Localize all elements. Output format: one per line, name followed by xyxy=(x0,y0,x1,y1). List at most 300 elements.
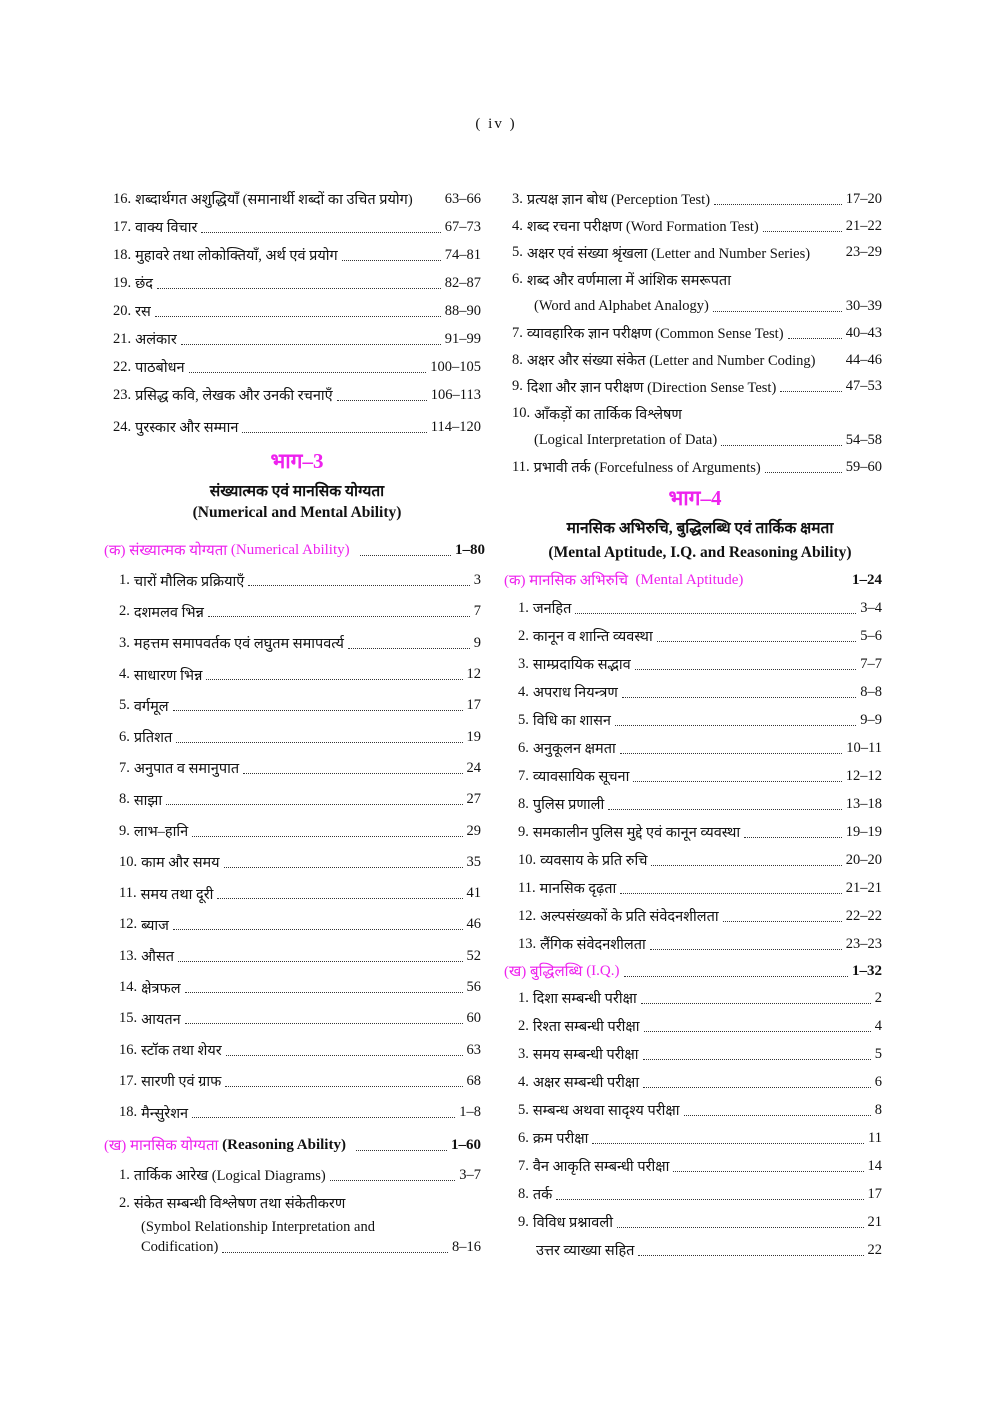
dot-leader xyxy=(651,865,841,866)
entry-title: प्रसिद्ध कवि, लेखक और उनकी रचनाएँ xyxy=(135,388,333,404)
entry-title: प्रत्यक्ष ज्ञान बोध (Perception Test) xyxy=(526,192,711,209)
entry-number: 13. xyxy=(518,935,537,952)
toc-entry xyxy=(518,1068,882,1096)
entry-pages: 46 xyxy=(466,916,481,933)
entry-pages: 2 xyxy=(874,989,882,1006)
toc-entry xyxy=(512,213,882,240)
entry-title: पाठबोधन xyxy=(135,360,185,376)
dot-leader xyxy=(181,344,441,345)
entry-pages: 67–73 xyxy=(444,218,481,235)
toc-entry xyxy=(119,753,481,784)
entry-number: 6. xyxy=(119,728,130,745)
section-label-hindi: (ख) मानसिक योग्यता xyxy=(104,1138,219,1154)
dot-leader xyxy=(713,311,842,312)
toc-entry xyxy=(119,596,481,627)
entry-number: 13. xyxy=(119,947,138,964)
toc-list-aptitude xyxy=(518,594,882,958)
entry-pages: 9–9 xyxy=(860,711,882,728)
toc-entry xyxy=(512,454,882,481)
dot-leader xyxy=(723,921,842,922)
section-pages: 1–60 xyxy=(451,1136,481,1153)
entry-title: विविध प्रश्नावली xyxy=(532,1215,613,1231)
entry-pages: 47–53 xyxy=(845,378,882,395)
dot-leader xyxy=(248,585,470,586)
toc-entry xyxy=(518,790,882,818)
toc-entry xyxy=(512,400,882,427)
entry-number: 2. xyxy=(518,1017,529,1034)
section-pages: 1–24 xyxy=(852,571,882,588)
toc-entry xyxy=(518,930,882,958)
toc-list-hindi xyxy=(113,185,481,441)
entry-title: मुहावरे तथा लोकोक्तियाँ, अर्थ एवं प्रयोग xyxy=(135,248,338,264)
entry-pages: 7–7 xyxy=(860,655,882,672)
entry-pages: 19 xyxy=(466,728,481,745)
entry-number: 10. xyxy=(119,853,138,870)
entry-title: अल्पसंख्यकों के प्रति संवेदनशीलता xyxy=(540,909,719,925)
entry-title: छंद xyxy=(135,276,153,292)
entry-pages: 12 xyxy=(466,666,481,683)
entry-pages: 82–87 xyxy=(444,274,481,291)
entry-title: स्टॉक तथा शेयर xyxy=(141,1043,222,1060)
entry-title: तार्किक आरेख (Logical Diagrams) xyxy=(133,1168,326,1184)
entry-title-continued: Codification) xyxy=(141,1238,219,1255)
entry-pages: 12–12 xyxy=(845,767,882,784)
entry-pages: 23–23 xyxy=(845,935,882,952)
entry-title: शब्द और वर्णमाला में आंशिक समरूपता xyxy=(526,272,731,289)
toc-entry xyxy=(512,240,882,267)
entry-pages: 56 xyxy=(466,979,481,995)
entry-title: साधारण भिन्न xyxy=(133,667,203,684)
dot-leader xyxy=(620,753,843,754)
entry-pages: 21 xyxy=(867,1213,882,1230)
entry-number: 22. xyxy=(113,358,132,375)
dot-leader xyxy=(155,316,441,317)
entry-title: अलंकार xyxy=(135,332,177,348)
section-iq xyxy=(504,957,882,985)
dot-leader xyxy=(744,837,842,838)
entry-title: संकेत सम्बन्धी विश्लेषण तथा संकेतीकरण xyxy=(133,1196,346,1212)
toc-entry xyxy=(518,650,882,678)
dot-leader xyxy=(624,976,848,977)
toc-entry xyxy=(518,902,882,930)
entry-pages: 63–66 xyxy=(444,190,481,207)
entry-pages: 54–58 xyxy=(845,432,882,449)
dot-leader xyxy=(788,338,842,339)
entry-title: व्यावहारिक ज्ञान परीक्षण (Common Sense Test) xyxy=(526,326,784,343)
entry-pages: 60 xyxy=(466,1010,481,1027)
toc-list-reasoning-continued xyxy=(512,186,882,481)
entry-title: कानून व शान्ति व्यवस्था xyxy=(532,629,653,645)
entry-pages: 88–90 xyxy=(444,302,481,319)
entry-number: 9. xyxy=(518,823,529,840)
dot-leader xyxy=(608,809,842,810)
toc-entry xyxy=(119,1066,481,1097)
page-number: ( iv ) xyxy=(475,116,517,132)
entry-title: ब्याज xyxy=(141,917,169,934)
toc-entry-continuation xyxy=(512,427,882,454)
entry-number: 8. xyxy=(119,791,130,808)
entry-title: शब्द रचना परीक्षण (Word Formation Test) xyxy=(526,219,759,236)
entry-pages: 27 xyxy=(466,791,481,808)
dot-leader xyxy=(638,1255,863,1256)
dot-leader xyxy=(189,372,427,373)
entry-number: 9. xyxy=(119,822,130,839)
toc-entry xyxy=(512,320,882,347)
dot-leader xyxy=(714,204,842,205)
entry-title: समय सम्बन्धी परीक्षा xyxy=(532,1047,639,1063)
toc-entry xyxy=(119,1189,481,1217)
entry-number: 14. xyxy=(119,979,138,995)
toc-entry xyxy=(119,1003,481,1034)
entry-title: अक्षर और संख्या संकेत (Letter and Number Coding) xyxy=(526,353,816,370)
entry-title-continued: (Word and Alphabet Analogy) xyxy=(534,298,709,315)
entry-pages: 5–6 xyxy=(860,627,882,644)
entry-pages: 11 xyxy=(868,1129,882,1146)
entry-number: 10. xyxy=(512,405,531,422)
entry-number: 1. xyxy=(119,572,130,589)
entry-pages: 13–18 xyxy=(845,795,882,812)
entry-number: 2. xyxy=(518,627,529,644)
entry-number: 17. xyxy=(113,218,132,235)
entry-number: 3. xyxy=(518,655,529,672)
entry-title: साझा xyxy=(133,792,163,809)
dot-leader xyxy=(684,1115,871,1116)
entry-title: प्रतिशत xyxy=(133,730,173,747)
dot-leader xyxy=(622,697,856,698)
toc-entry xyxy=(518,1208,882,1236)
dot-leader xyxy=(192,1117,455,1118)
toc-entry xyxy=(518,1096,882,1124)
entry-pages: 6 xyxy=(874,1073,882,1090)
entry-title: जनहित xyxy=(532,601,572,617)
dot-leader xyxy=(242,432,426,433)
entry-number: 20. xyxy=(113,302,132,319)
dot-leader xyxy=(185,992,463,993)
entry-title: दशमलव भिन्न xyxy=(133,604,204,621)
entry-number: 6. xyxy=(518,739,529,756)
entry-title: क्षेत्रफल xyxy=(141,980,181,997)
entry-pages: 8 xyxy=(874,1101,882,1118)
toc-entry xyxy=(119,878,481,909)
entry-title: मैन्सुरेशन xyxy=(141,1105,189,1122)
entry-pages: 29 xyxy=(466,822,481,839)
entry-title: चारों मौलिक प्रक्रियाएँ xyxy=(133,573,245,590)
entry-pages: 74–81 xyxy=(444,246,481,263)
toc-entry xyxy=(518,678,882,706)
entry-title: पुलिस प्रणाली xyxy=(532,797,605,813)
section-mental-aptitude xyxy=(504,566,882,594)
dot-leader xyxy=(617,1227,864,1228)
dot-leader xyxy=(208,616,470,617)
entry-title: वैन आकृति सम्बन्धी परीक्षा xyxy=(532,1159,670,1175)
entry-title: वाक्य विचार xyxy=(135,220,198,236)
section-label-english: (Mental Aptitude) xyxy=(635,571,744,588)
part-3-title-english: (Numerical and Mental Ability) xyxy=(192,504,402,521)
toc-entry xyxy=(512,347,882,374)
entry-number: 23. xyxy=(113,386,132,403)
dot-leader xyxy=(633,781,841,782)
dot-leader xyxy=(173,929,463,930)
toc-entry xyxy=(119,1161,481,1189)
dot-leader xyxy=(635,669,857,670)
toc-entry xyxy=(518,706,882,734)
entry-pages: 35 xyxy=(466,853,481,870)
entry-pages: 44–46 xyxy=(845,351,882,368)
entry-number: 2. xyxy=(119,603,130,620)
dot-leader xyxy=(763,231,842,232)
entry-pages: 24 xyxy=(466,759,481,776)
entry-number: 5. xyxy=(518,1101,529,1118)
entry-number: 12. xyxy=(119,916,138,933)
entry-number: 4. xyxy=(119,666,130,683)
entry-number: 19. xyxy=(113,274,132,291)
part-3-heading: भाग–3 xyxy=(270,449,324,473)
entry-number: 5. xyxy=(518,711,529,728)
entry-title-continued: (Symbol Relationship Interpretation and xyxy=(141,1218,375,1235)
toc-entry xyxy=(113,297,481,325)
entry-pages: 22–22 xyxy=(845,907,882,924)
section-pages: 1–80 xyxy=(455,541,485,558)
toc-entry xyxy=(119,690,481,721)
entry-number: 3. xyxy=(518,1045,529,1062)
toc-entry xyxy=(518,874,882,902)
toc-entry xyxy=(119,659,481,690)
entry-pages: 22 xyxy=(867,1241,882,1258)
entry-pages: 8–16 xyxy=(452,1238,481,1255)
entry-pages: 17–20 xyxy=(845,190,882,207)
toc-entry xyxy=(119,815,481,846)
entry-number: 15. xyxy=(119,1010,138,1027)
entry-pages: 63 xyxy=(466,1041,481,1058)
entry-number: 7. xyxy=(518,1157,529,1174)
entry-number: 12. xyxy=(518,907,537,924)
dot-leader xyxy=(225,1086,462,1087)
dot-leader xyxy=(592,1143,864,1144)
entry-pages: 91–99 xyxy=(444,330,481,347)
toc-entry xyxy=(113,185,481,213)
toc-entry-continuation xyxy=(119,1217,481,1237)
entry-number: 11. xyxy=(119,885,137,902)
entry-number: 6. xyxy=(512,271,523,288)
dot-leader xyxy=(556,1199,863,1200)
dot-leader xyxy=(337,400,427,401)
dot-leader xyxy=(224,867,463,868)
dot-leader xyxy=(615,725,856,726)
entry-title: साम्प्रदायिक सद्भाव xyxy=(532,657,631,673)
entry-number: 18. xyxy=(113,246,132,263)
entry-title: अनुपात व समानुपात xyxy=(133,761,240,778)
toc-entry xyxy=(518,984,882,1012)
dot-leader xyxy=(342,260,441,261)
entry-title: अक्षर सम्बन्धी परीक्षा xyxy=(532,1075,640,1091)
dot-leader xyxy=(206,679,462,680)
entry-title: सारणी एवं ग्राफ xyxy=(141,1074,222,1091)
entry-pages: 3–4 xyxy=(860,599,882,616)
part-4-title-hindi: मानसिक अभिरुचि, बुद्धिलब्धि एवं तार्किक क्षमता xyxy=(566,520,834,537)
entry-title: समय तथा दूरी xyxy=(140,886,214,903)
entry-number: 16. xyxy=(119,1041,138,1058)
entry-title: रिश्ता सम्बन्धी परीक्षा xyxy=(532,1019,640,1035)
toc-entry xyxy=(119,721,481,752)
section-label-hindi: (क) मानसिक अभिरुचि xyxy=(504,573,629,589)
entry-number: 8. xyxy=(518,1185,529,1202)
toc-list-numerical xyxy=(119,565,481,1128)
section-label-hindi: (क) संख्यात्मक योग्यता xyxy=(104,543,228,559)
dot-leader xyxy=(356,1150,447,1151)
entry-pages: 19–19 xyxy=(845,823,882,840)
entry-title: तर्क xyxy=(532,1187,553,1203)
toc-entry xyxy=(518,1236,882,1264)
entry-number: 4. xyxy=(518,1073,529,1090)
toc-entry xyxy=(119,565,481,596)
toc-entry xyxy=(119,941,481,972)
entry-title: सम्बन्ध अथवा सादृश्य परीक्षा xyxy=(532,1103,680,1119)
entry-number: 7. xyxy=(512,324,523,341)
entry-title: अपराध नियन्त्रण xyxy=(532,685,618,701)
dot-leader xyxy=(657,641,857,642)
entry-title: दिशा सम्बन्धी परीक्षा xyxy=(532,991,637,1007)
toc-list-reasoning xyxy=(119,1161,481,1257)
entry-title: शब्दार्थगत अशुद्धियाँ (समानार्थी शब्दों का उचित प्रयोग) xyxy=(135,192,413,208)
entry-title: अनुकूलन क्षमता xyxy=(532,741,616,757)
toc-entry xyxy=(518,1180,882,1208)
entry-number: 5. xyxy=(512,244,523,261)
toc-entry-continuation xyxy=(119,1237,481,1257)
dot-leader xyxy=(673,1171,863,1172)
toc-entry xyxy=(113,325,481,353)
entry-number: 9. xyxy=(518,1213,529,1230)
entry-number: 3. xyxy=(512,190,523,207)
entry-number: 1. xyxy=(119,1166,130,1183)
toc-entry xyxy=(518,594,882,622)
section-numerical-ability xyxy=(104,536,485,564)
toc-entry xyxy=(119,909,481,940)
toc-entry xyxy=(518,622,882,650)
entry-pages: 1–8 xyxy=(459,1104,481,1121)
entry-title: क्रम परीक्षा xyxy=(532,1131,589,1147)
entry-title-continued: (Logical Interpretation of Data) xyxy=(534,432,718,449)
dot-leader xyxy=(226,1055,463,1056)
toc-entry xyxy=(113,381,481,409)
toc-entry xyxy=(512,186,882,213)
part-4-title-english: (Mental Aptitude, I.Q. and Reasoning Ability) xyxy=(548,544,852,561)
entry-title: आयतन xyxy=(141,1011,181,1028)
section-label-hindi: (ख) बुद्धिलब्धि xyxy=(504,964,583,980)
entry-pages: 17 xyxy=(867,1185,882,1202)
entry-pages: 8–8 xyxy=(860,683,882,700)
entry-number: 4. xyxy=(518,683,529,700)
entry-number: 7. xyxy=(119,759,130,776)
entry-pages: 5 xyxy=(874,1045,882,1062)
entry-number: 17. xyxy=(119,1072,138,1089)
dot-leader xyxy=(643,1087,871,1088)
entry-title: लैंगिक संवेदनशीलता xyxy=(540,937,646,953)
entry-number: 5. xyxy=(119,697,130,714)
dot-leader xyxy=(650,949,842,950)
dot-leader xyxy=(176,742,462,743)
dot-leader xyxy=(166,804,462,805)
entry-number: 1. xyxy=(518,599,529,616)
toc-entry xyxy=(119,1034,481,1065)
dot-leader xyxy=(217,898,462,899)
entry-title: काम और समय xyxy=(141,855,220,872)
entry-number: 10. xyxy=(518,851,537,868)
entry-title: व्यवसाय के प्रति रुचि xyxy=(540,853,648,869)
toc-entry xyxy=(119,784,481,815)
entry-pages: 3–7 xyxy=(459,1166,481,1183)
toc-entry xyxy=(512,374,882,401)
entry-number: 1. xyxy=(518,989,529,1006)
entry-number: 11. xyxy=(518,879,536,896)
entry-pages: 40–43 xyxy=(845,324,882,341)
entry-number: 2. xyxy=(119,1194,130,1211)
toc-entry xyxy=(119,1097,481,1128)
entry-pages: 100–105 xyxy=(430,358,481,375)
toc-entry xyxy=(518,1124,882,1152)
entry-number: 8. xyxy=(518,795,529,812)
entry-title: विधि का शासन xyxy=(532,713,611,729)
dot-leader xyxy=(185,1023,463,1024)
entry-title: वर्गमूल xyxy=(133,698,169,715)
entry-pages: 7 xyxy=(473,603,481,620)
entry-pages: 4 xyxy=(874,1017,882,1034)
toc-entry xyxy=(518,1040,882,1068)
toc-entry xyxy=(119,972,481,1003)
toc-entry xyxy=(512,266,882,293)
entry-pages: 21–22 xyxy=(845,217,882,234)
section-reasoning-ability xyxy=(104,1131,481,1159)
dot-leader xyxy=(644,1031,871,1032)
section-label-english: (I.Q.) xyxy=(586,962,620,979)
entry-title: मानसिक दृढ़ता xyxy=(539,881,617,897)
toc-entry xyxy=(113,269,481,297)
dot-leader xyxy=(192,836,462,837)
dot-leader xyxy=(201,232,440,233)
part-4-heading: भाग–4 xyxy=(668,486,722,510)
entry-title: उत्तर व्याख्या सहित xyxy=(536,1243,635,1259)
entry-number: 7. xyxy=(518,767,529,784)
entry-number: 18. xyxy=(119,1104,138,1121)
entry-pages: 14 xyxy=(867,1157,882,1174)
toc-entry xyxy=(113,241,481,269)
entry-pages: 10–11 xyxy=(846,739,882,756)
entry-number: 6. xyxy=(518,1129,529,1146)
dot-leader xyxy=(173,710,463,711)
entry-pages: 30–39 xyxy=(845,298,882,315)
entry-pages: 23–29 xyxy=(845,244,882,261)
entry-title: प्रभावी तर्क (Forcefulness of Arguments) xyxy=(533,460,761,477)
entry-title: महत्तम समापवर्तक एवं लघुतम समापवर्त्य xyxy=(133,636,344,653)
entry-title: आँकड़ों का तार्किक विश्लेषण xyxy=(534,406,682,423)
toc-entry xyxy=(518,734,882,762)
toc-entry xyxy=(518,846,882,874)
entry-pages: 3 xyxy=(473,572,481,589)
toc-entry xyxy=(119,628,481,659)
toc-entry xyxy=(119,847,481,878)
toc-list-iq xyxy=(518,984,882,1264)
section-pages: 1–32 xyxy=(852,962,882,979)
entry-title: रस xyxy=(135,304,151,320)
dot-leader xyxy=(780,391,841,392)
entry-pages: 114–120 xyxy=(430,418,481,435)
entry-number: 9. xyxy=(512,378,523,395)
entry-pages: 9 xyxy=(473,634,481,651)
entry-number: 24. xyxy=(113,418,132,435)
dot-leader xyxy=(641,1003,871,1004)
toc-entry xyxy=(113,213,481,241)
dot-leader xyxy=(765,472,842,473)
dot-leader xyxy=(620,893,841,894)
